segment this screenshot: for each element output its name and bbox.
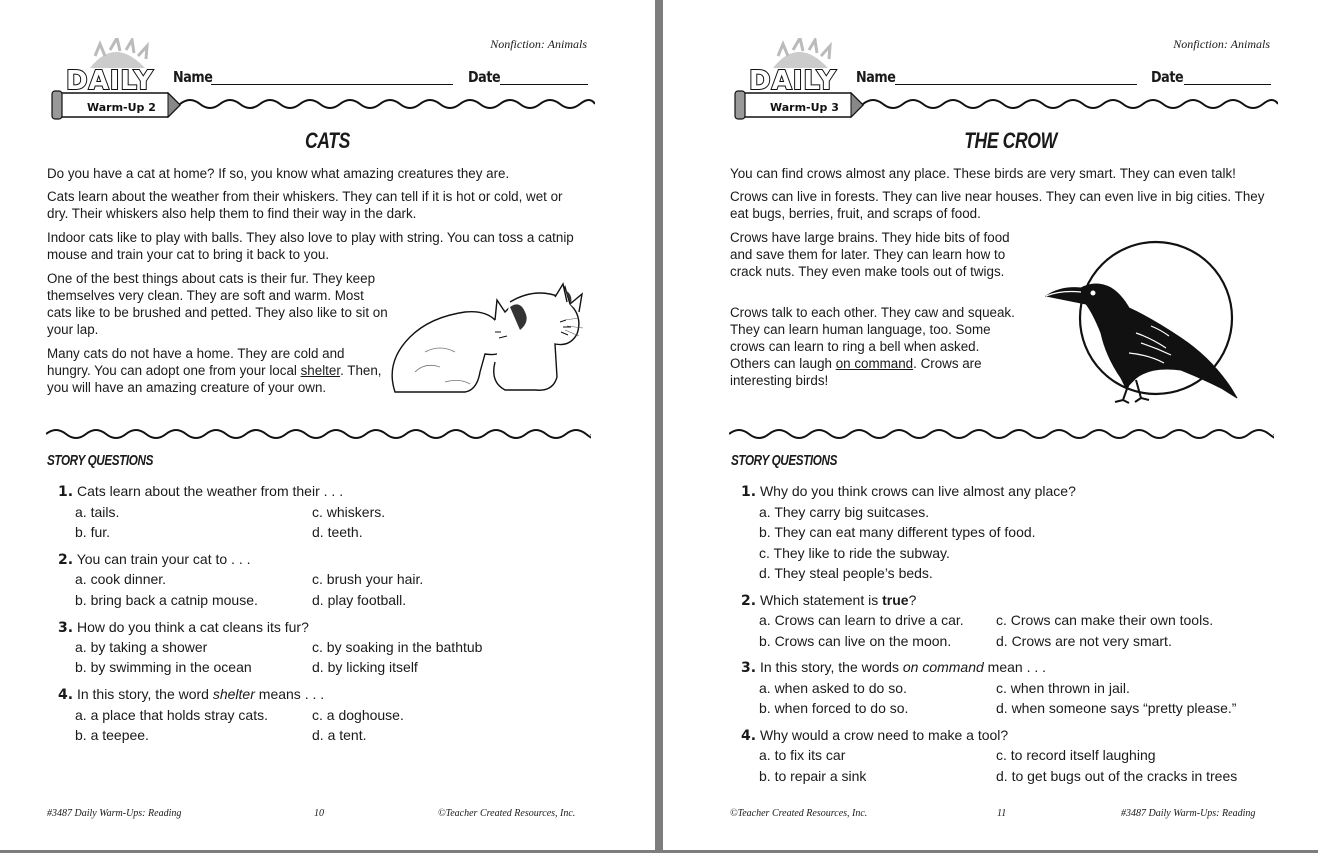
question-2: 2. Which statement is true? bbox=[741, 592, 917, 609]
divider-wave bbox=[729, 424, 1274, 444]
paragraph-2: Crows can live in forests. They can live near houses. They can even live in big cities. They eat bugs, berries, fruit, and scraps of food. bbox=[730, 189, 1265, 221]
question-3-option-a[interactable]: a. by taking a shower bbox=[75, 639, 208, 655]
question-4-option-d[interactable]: d. to get bugs out of the cracks in trees bbox=[996, 768, 1238, 784]
divider-wave bbox=[46, 424, 591, 444]
header-wave bbox=[863, 100, 1278, 108]
paragraph-5: Many cats do not have a home. They are cold and hungry. You can adopt one from your local shelter. Then, you will have an amazing creature of your own. bbox=[47, 346, 382, 395]
name-field[interactable] bbox=[895, 84, 1137, 85]
warmup-label: Warm-Up 3 bbox=[770, 101, 839, 114]
warmup-label: Warm-Up 2 bbox=[87, 101, 156, 114]
header-wave bbox=[180, 100, 595, 108]
name-label: Name bbox=[856, 68, 896, 86]
question-1-option-b[interactable]: b. They can eat many different types of food. bbox=[759, 524, 1036, 540]
story-questions-heading: STORY QUESTIONS bbox=[47, 452, 153, 469]
question-3-option-c[interactable]: c. by soaking in the bathtub bbox=[312, 639, 483, 655]
page-number: 11 bbox=[997, 808, 1007, 819]
question-3-option-b[interactable]: b. when forced to do so. bbox=[759, 700, 909, 716]
shelter-underlined-word: shelter bbox=[300, 363, 341, 378]
paragraph-1: Do you have a cat at home? If so, you know what amazing creatures they are. bbox=[47, 166, 510, 181]
paragraph-4: Crows talk to each other. They caw and squeak. They can learn human language, too. Some crows can learn to ring a bell when asked. Others can laugh on command. Crows are interesting birds! bbox=[730, 305, 1015, 388]
question-3-option-d[interactable]: d. by licking itself bbox=[312, 659, 418, 675]
name-field[interactable] bbox=[211, 84, 453, 85]
question-3-option-c[interactable]: c. when thrown in jail. bbox=[996, 680, 1130, 696]
question-4-option-b[interactable]: b. to repair a sink bbox=[759, 768, 867, 784]
question-3: 3. How do you think a cat cleans its fur? bbox=[58, 619, 309, 636]
daily-warmup-header bbox=[733, 38, 1278, 120]
question-2-option-c[interactable]: c. Crows can make their own tools. bbox=[996, 612, 1214, 628]
question-1-option-a[interactable]: a. They carry big suitcases. bbox=[759, 504, 930, 520]
question-3-option-b[interactable]: b. by swimming in the ocean bbox=[75, 659, 252, 675]
crow-illustration bbox=[1041, 238, 1251, 408]
question-2-option-b[interactable]: b. bring back a catnip mouse. bbox=[75, 592, 258, 608]
question-1-option-d[interactable]: d. They steal people’s beds. bbox=[759, 565, 933, 581]
question-2-option-c[interactable]: c. brush your hair. bbox=[312, 571, 424, 587]
sun-rays-icon bbox=[90, 38, 147, 68]
genre-label: Nonfiction: Animals bbox=[1173, 37, 1270, 51]
date-field[interactable] bbox=[500, 84, 588, 85]
question-2-option-a[interactable]: a. Crows can learn to drive a car. bbox=[759, 612, 964, 628]
left-page bbox=[0, 0, 655, 850]
question-4-option-c[interactable]: c. to record itself laughing bbox=[996, 747, 1156, 763]
question-4: 4. Why would a crow need to make a tool? bbox=[741, 727, 1009, 744]
question-1-option-a[interactable]: a. tails. bbox=[75, 504, 120, 520]
question-4-option-a[interactable]: a. a place that holds stray cats. bbox=[75, 707, 268, 723]
question-4-option-a[interactable]: a. to fix its car bbox=[759, 747, 846, 763]
paragraph-3: Crows have large brains. They hide bits of food and save them for later. They can learn how to crack nuts. They even make tools out of twigs. bbox=[730, 230, 1010, 279]
paragraph-1: You can find crows almost any place. These birds are very smart. They can even talk! bbox=[730, 166, 1236, 181]
question-3-option-a[interactable]: a. when asked to do so. bbox=[759, 680, 907, 696]
question-4-option-b[interactable]: b. a teepee. bbox=[75, 727, 149, 743]
question-2-option-b[interactable]: b. Crows can live on the moon. bbox=[759, 633, 952, 649]
footer-right: #3487 Daily Warm-Ups: Reading bbox=[1121, 808, 1256, 819]
daily-warmup-header bbox=[50, 38, 595, 120]
cats-illustration bbox=[385, 282, 595, 400]
daily-logo-text: DAILY bbox=[749, 66, 837, 96]
date-field[interactable] bbox=[1184, 84, 1271, 85]
date-label: Date bbox=[1151, 68, 1184, 86]
sun-rays-icon bbox=[773, 38, 830, 68]
question-1-option-c[interactable]: c. They like to ride the subway. bbox=[759, 545, 950, 561]
question-1: 1. Why do you think crows can live almost any place? bbox=[741, 483, 1076, 500]
question-2-option-d[interactable]: d. play football. bbox=[312, 592, 407, 608]
daily-logo-text: DAILY bbox=[66, 66, 154, 96]
question-1: 1. Cats learn about the weather from their . . . bbox=[58, 483, 344, 500]
footer-left: #3487 Daily Warm-Ups: Reading bbox=[47, 808, 182, 819]
question-2-option-d[interactable]: d. Crows are not very smart. bbox=[996, 633, 1172, 649]
question-4: 4. In this story, the word shelter means . . . bbox=[58, 686, 325, 703]
footer-right: ©Teacher Created Resources, Inc. bbox=[438, 808, 576, 819]
story-title: CATS bbox=[304, 128, 350, 153]
question-3-option-d[interactable]: d. when someone says “pretty please.” bbox=[996, 700, 1237, 716]
paragraph-3: Indoor cats like to play with balls. They also love to play with string. You can toss a catnip mouse and train your cat to bring it back to you. bbox=[47, 230, 574, 262]
question-3: 3. In this story, the words on command mean . . . bbox=[741, 659, 1047, 676]
story-title: THE CROW bbox=[964, 128, 1057, 153]
question-2: 2. You can train your cat to . . . bbox=[58, 551, 251, 568]
question-4-option-d[interactable]: d. a tent. bbox=[312, 727, 367, 743]
story-questions-heading: STORY QUESTIONS bbox=[731, 452, 837, 469]
genre-label: Nonfiction: Animals bbox=[490, 37, 587, 51]
on-command-underlined-words: on command bbox=[835, 356, 914, 371]
paragraph-2: Cats learn about the weather from their whiskers. They can tell if it is hot or cold, wet or dry. Their whiskers also help them to find their way in the dark. bbox=[47, 189, 563, 221]
question-2-option-a[interactable]: a. cook dinner. bbox=[75, 571, 167, 587]
question-1-option-b[interactable]: b. fur. bbox=[75, 524, 111, 540]
right-page bbox=[663, 0, 1318, 850]
question-1-option-c[interactable]: c. whiskers. bbox=[312, 504, 386, 520]
question-4-option-c[interactable]: c. a doghouse. bbox=[312, 707, 404, 723]
paragraph-4: One of the best things about cats is their fur. They keep themselves very clean. They are soft and warm. Most cats like to be brushed and petted. They also like to sit on your lap. bbox=[47, 271, 388, 337]
footer-left: ©Teacher Created Resources, Inc. bbox=[730, 808, 868, 819]
date-label: Date bbox=[468, 68, 501, 86]
page-number: 10 bbox=[314, 808, 324, 819]
name-label: Name bbox=[173, 68, 213, 86]
question-1-option-d[interactable]: d. teeth. bbox=[312, 524, 363, 540]
